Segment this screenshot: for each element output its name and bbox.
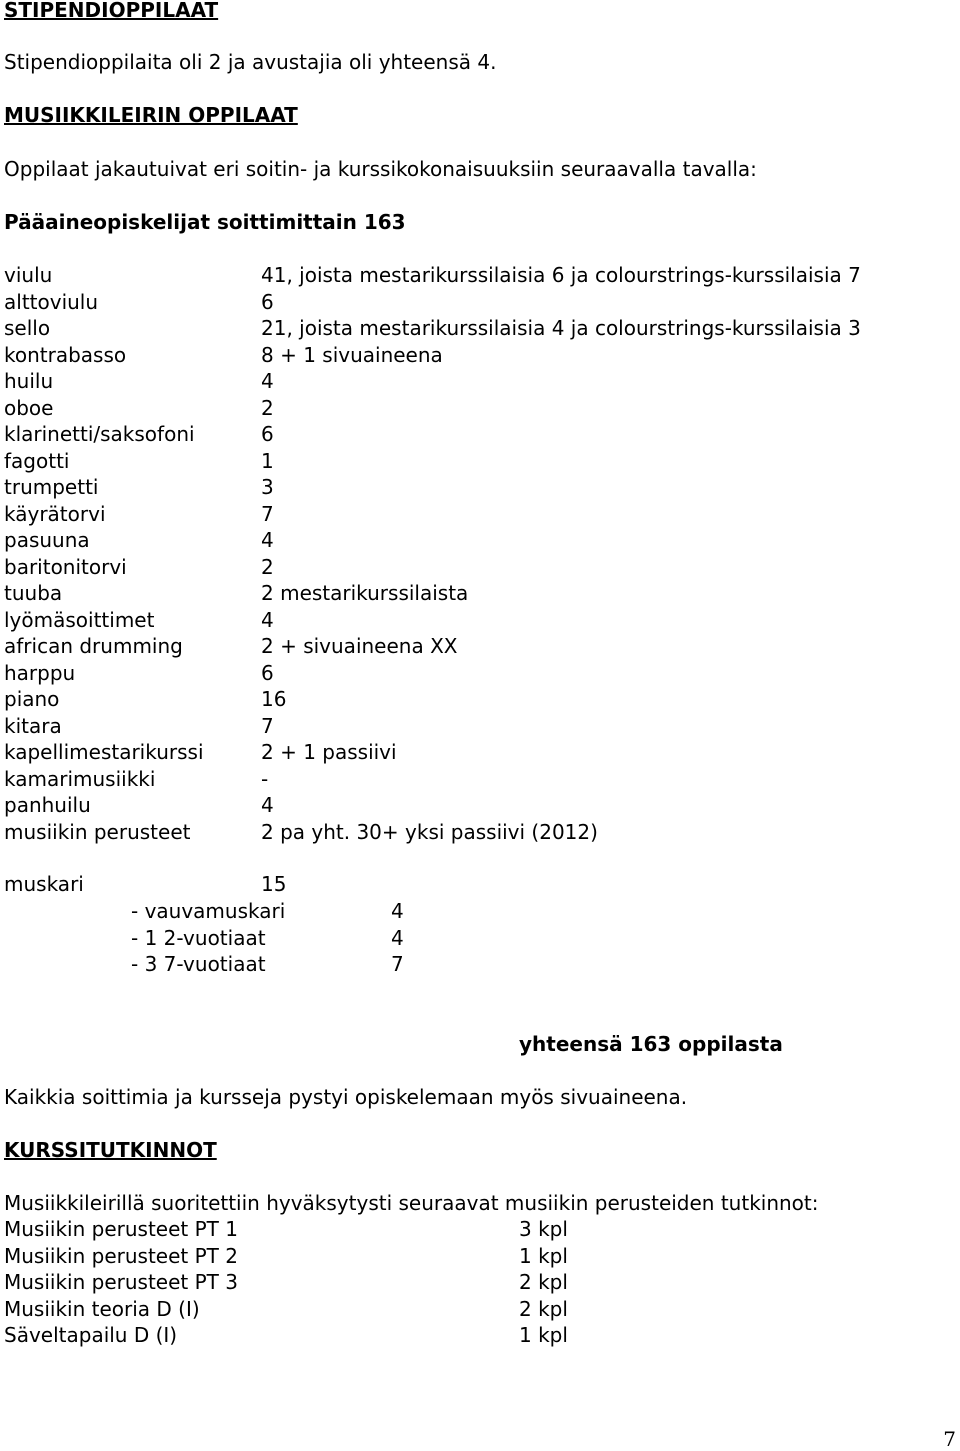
instrument-row [4,368,944,394]
instrument-count: 2 [261,395,274,420]
muskari-group-count: 7 [391,952,404,976]
instrument-count: 1 [261,448,274,473]
muskari-group-name: - vauvamuskari [131,899,286,923]
instrument-row [4,713,944,739]
exam-count: 1 kpl [519,1323,568,1347]
exam-row [4,1243,944,1269]
instrument-name: fagotti [4,448,70,473]
instrument-name: viulu [4,263,53,287]
instrument-count: 4 [261,793,274,817]
instrument-row [4,766,944,792]
instrument-count: 4 [261,528,274,552]
muskari-value: 15 [261,872,287,896]
camp-intro: Oppilaat jakautuivat eri soitin- ja kurssikokonaisuuksiin seuraavalla tavalla: [4,157,757,181]
page-number: 7 [943,1427,956,1451]
instrument-row [4,607,944,633]
instrument-name: klarinetti/saksofoni [4,422,195,446]
muskari-group-name: - 3 7-vuotiaat [131,952,266,976]
instrument-count: 6 [261,660,274,685]
instrument-name: alttoviulu [4,289,99,314]
instrument-count: 21, joista mestarikurssilaisia 4 ja colourstrings-kurssilaisia 3 [261,316,861,340]
exam-count: 2 kpl [519,1296,568,1321]
instrument-count: 7 [261,713,274,738]
stipend-heading: STIPENDIOPPILAAT [4,0,219,22]
exam-name: Säveltapailu D (I) [4,1323,178,1347]
instrument-name: kamarimusiikki [4,766,156,791]
instrument-count: 3 [261,475,274,499]
exam-row [4,1322,944,1348]
note-line: Kaikkia soittimia ja kursseja pystyi opiskelemaan myös sivuaineena. [4,1085,688,1109]
instrument-name: baritonitorvi [4,554,127,579]
instrument-row [4,315,944,341]
instrument-row [4,686,944,712]
instrument-row [4,448,944,474]
major-subheading: Pääaineopiskelijat soittimittain 163 [4,210,406,234]
instrument-row [4,554,944,580]
instrument-count: 2 mestarikurssilaista [261,581,469,605]
total-line: yhteensä 163 oppilasta [519,1032,783,1056]
exams-heading: KURSSITUTKINNOT [4,1138,217,1162]
exam-count: 3 kpl [519,1217,568,1241]
instrument-count: 16 [261,687,287,711]
muskari-group-count: 4 [391,899,404,923]
instrument-count: 7 [261,501,274,526]
instrument-count: 8 + 1 sivuaineena [261,342,443,367]
instrument-row [4,501,944,527]
instrument-name: sello [4,316,51,340]
instrument-row [4,289,944,315]
instrument-name: african drumming [4,634,183,658]
instrument-name: oboe [4,395,54,420]
exams-intro: Musiikkileirillä suoritettiin hyväksytysti seuraavat musiikin perusteiden tutkinnot: [4,1191,819,1215]
exam-count: 1 kpl [519,1243,568,1268]
exam-name: Musiikin perusteet PT 3 [4,1270,238,1294]
instrument-name: musiikin perusteet [4,819,191,844]
instrument-name: lyömäsoittimet [4,607,155,632]
instrument-count: 6 [261,289,274,314]
exam-name: Musiikin perusteet PT 2 [4,1243,238,1268]
instrument-count: - [261,766,269,791]
exam-row [4,1216,944,1242]
instrument-row [4,739,944,765]
instrument-name: käyrätorvi [4,501,106,526]
exam-name: Musiikin teoria D (I) [4,1296,200,1321]
muskari-group-count: 4 [391,925,404,950]
instrument-row [4,792,944,818]
instrument-count: 41, joista mestarikurssilaisia 6 ja colourstrings-kurssilaisia 7 [261,263,861,287]
exam-name: Musiikin perusteet PT 1 [4,1217,238,1241]
instrument-name: huilu [4,369,54,393]
instrument-row [4,660,944,686]
camp-heading: MUSIIKKILEIRIN OPPILAAT [4,103,298,127]
instrument-row [4,633,944,659]
instrument-row [4,342,944,368]
instrument-row [4,262,944,288]
instrument-name: pasuuna [4,528,90,552]
instrument-count: 2 + sivuaineena XX [261,634,458,658]
instrument-row [4,819,944,845]
instrument-count: 6 [261,422,274,446]
instrument-row [4,421,944,447]
instrument-name: piano [4,687,60,711]
instrument-name: kontrabasso [4,342,127,367]
instrument-row [4,580,944,606]
exam-row [4,1296,944,1322]
instrument-name: kapellimestarikurssi [4,740,204,764]
instrument-name: harppu [4,660,76,685]
stipend-text: Stipendioppilaita oli 2 ja avustajia oli yhteensä 4. [4,50,497,74]
instrument-name: panhuilu [4,793,91,817]
muskari-name: muskari [4,872,84,896]
instrument-name: tuuba [4,581,63,605]
instrument-count: 2 pa yht. 30+ yksi passiivi (2012) [261,819,598,844]
instrument-count: 4 [261,607,274,632]
exam-count: 2 kpl [519,1270,568,1294]
instrument-name: trumpetti [4,475,99,499]
instrument-row [4,474,944,500]
instrument-row [4,527,944,553]
instrument-count: 2 [261,554,274,579]
instrument-name: kitara [4,713,62,738]
muskari-group-name: - 1 2-vuotiaat [131,925,266,950]
instrument-row [4,395,944,421]
instrument-count: 4 [261,369,274,393]
muskari-row [4,871,944,897]
exam-row [4,1269,944,1295]
instrument-count: 2 + 1 passiivi [261,740,397,764]
